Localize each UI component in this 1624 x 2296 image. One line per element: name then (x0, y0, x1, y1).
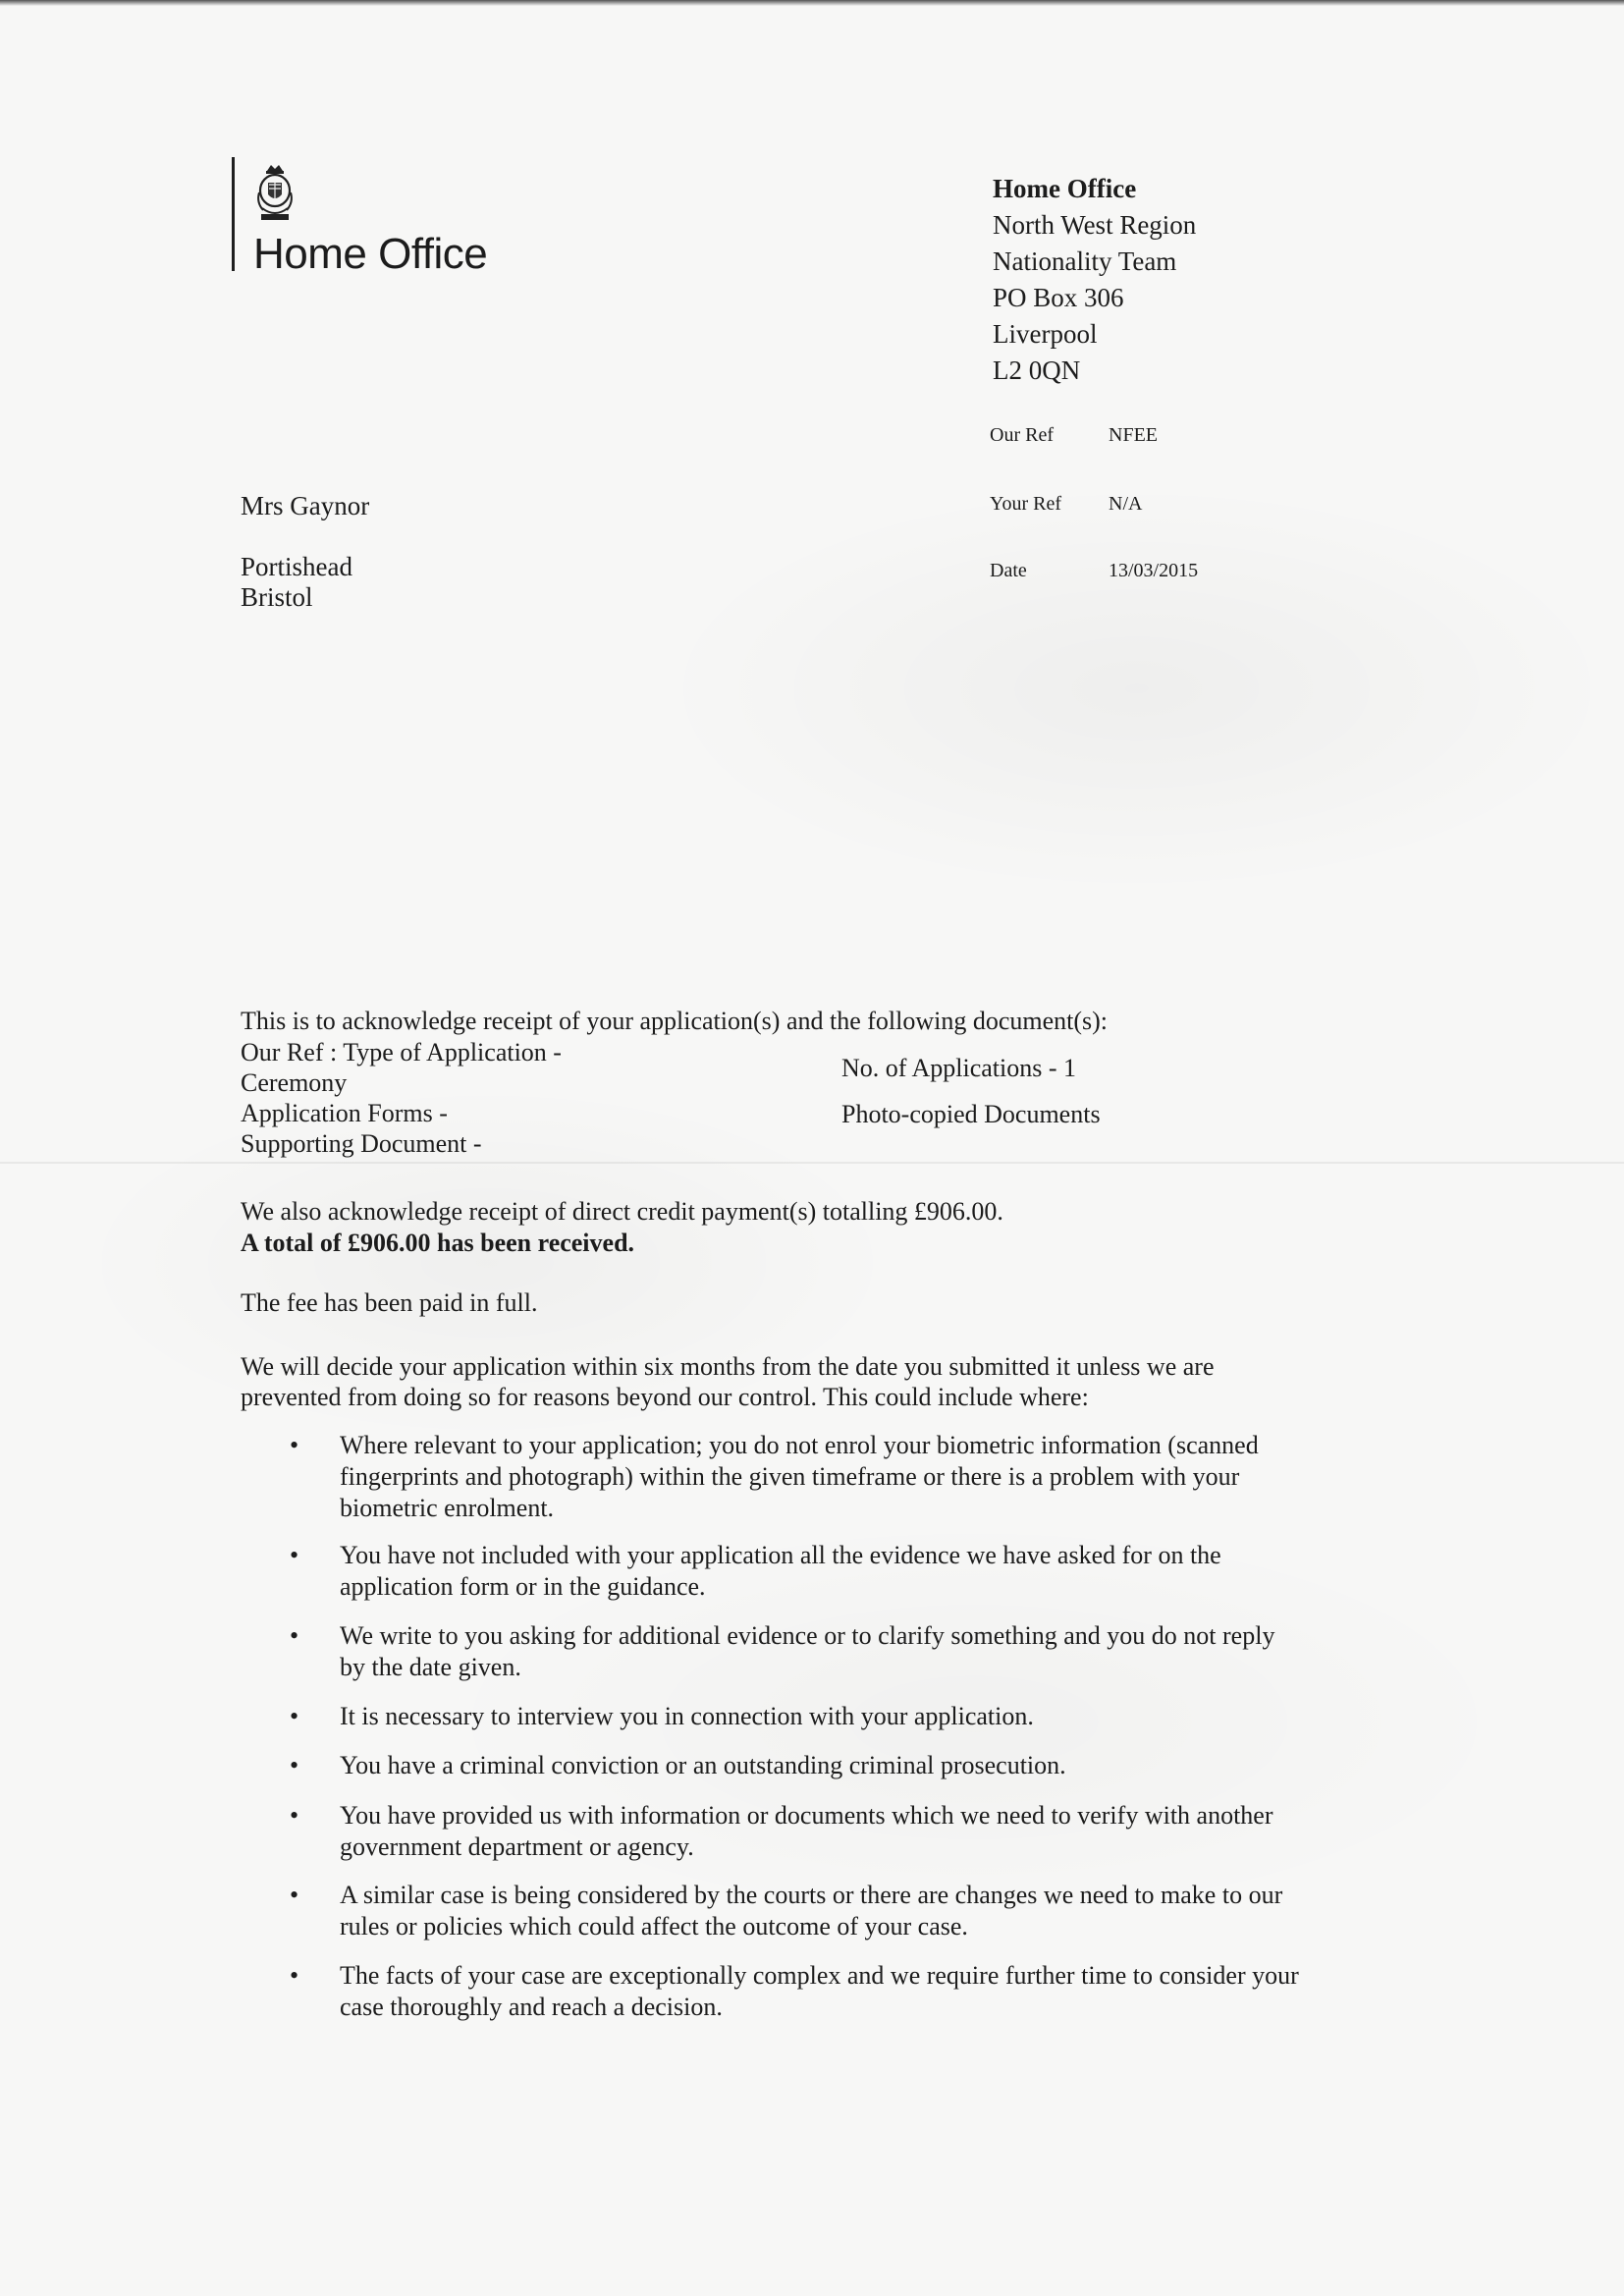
your-ref-row (990, 493, 1142, 516)
your-ref-label: Your Ref (990, 493, 1061, 515)
date-row (990, 560, 1198, 582)
sender-address-line: Nationality Team (993, 246, 1177, 276)
list-item (241, 1620, 1399, 1683)
recipient-address-line: Portishead (241, 552, 352, 581)
our-ref-label: Our Ref (990, 424, 1054, 446)
list-item-line: • You have not included with your application all the evidence we have asked for on the (340, 1541, 1221, 1569)
recipient-address-line: Bristol (241, 582, 313, 612)
recipient-address (241, 552, 352, 613)
list-item-line: application form or in the guidance. (340, 1572, 706, 1601)
sender-address-line: L2 0QN (993, 355, 1081, 385)
supporting-document-line: Supporting Document - (241, 1129, 482, 1158)
list-item (241, 1540, 1399, 1603)
acknowledgement-intro: This is to acknowledge receipt of your application(s) and the following document(s): (241, 1007, 1109, 1035)
application-type-value: Ceremony (241, 1068, 348, 1097)
royal-crest-icon (253, 161, 297, 228)
list-item-line: • The facts of your case are exceptionally complex and we require further time to consider your (340, 1961, 1299, 1990)
payment-acknowledgement: We also acknowledge receipt of direct credit payment(s) totalling £906.00. (241, 1197, 1003, 1226)
list-item-line: • We write to you asking for additional evidence or to clarify something and you do not reply (340, 1621, 1275, 1650)
num-applications: No. of Applications - 1 (841, 1054, 1077, 1082)
list-item (241, 1880, 1399, 1942)
list-item-line: biometric enrolment. (340, 1494, 555, 1522)
list-item (241, 1960, 1399, 2023)
list-item-line: • It is necessary to interview you in connection with your application. (340, 1702, 1034, 1730)
list-item-line: rules or policies which could affect the outcome of your case. (340, 1912, 968, 1941)
application-forms-line: Application Forms - (241, 1099, 448, 1127)
logo-divider-bar (232, 157, 235, 271)
application-type-line: Our Ref : Type of Application - (241, 1038, 562, 1066)
date-value: 13/03/2015 (1109, 560, 1199, 581)
sender-name: Home Office (993, 174, 1137, 203)
decision-intro-line: We will decide your application within six months from the date you submitted it unless we are (241, 1352, 1215, 1381)
acknowledgement-details (241, 1037, 810, 1159)
logo-text: Home Office (253, 230, 488, 278)
list-item-line: • You have a criminal conviction or an outstanding criminal prosecution. (340, 1751, 1066, 1779)
list-item-line: • A similar case is being considered by the courts or there are changes we need to make to our (340, 1881, 1283, 1909)
decision-intro (241, 1351, 1419, 1412)
list-item-line: by the date given. (340, 1653, 521, 1681)
list-item-line: fingerprints and photograph) within the given timeframe or there is a problem with your (340, 1462, 1240, 1491)
recipient-name: Mrs Gaynor (241, 491, 370, 520)
list-item (241, 1430, 1399, 1524)
list-item (241, 1701, 1399, 1732)
your-ref-value: N/A (1109, 493, 1143, 515)
sender-address-line: North West Region (993, 210, 1197, 240)
sender-address (993, 171, 1196, 389)
list-item-line: government department or agency. (340, 1832, 694, 1861)
list-item (241, 1800, 1399, 1863)
list-item-line: • You have provided us with information or documents which we need to verify with another (340, 1801, 1273, 1830)
list-item-line: • Where relevant to your application; you do not enrol your biometric information (scanned (340, 1431, 1259, 1459)
payment-total: A total of £906.00 has been received. (241, 1229, 635, 1257)
date-label: Date (990, 560, 1027, 581)
list-item (241, 1750, 1399, 1781)
our-ref-value: NFEE (1109, 424, 1158, 446)
list-item-line: case thoroughly and reach a decision. (340, 1993, 723, 2021)
photocopied-documents: Photo-copied Documents (841, 1100, 1101, 1128)
fee-status: The fee has been paid in full. (241, 1288, 538, 1317)
decision-intro-line: prevented from doing so for reasons beyond our control. This could include where: (241, 1383, 1089, 1411)
our-ref-row (990, 424, 1158, 447)
sender-address-line: PO Box 306 (993, 283, 1124, 312)
scan-top-edge (0, 0, 1624, 6)
paper-fold-line (0, 1162, 1624, 1164)
delay-reasons-list (241, 1430, 1399, 2023)
sender-address-line: Liverpool (993, 319, 1098, 349)
